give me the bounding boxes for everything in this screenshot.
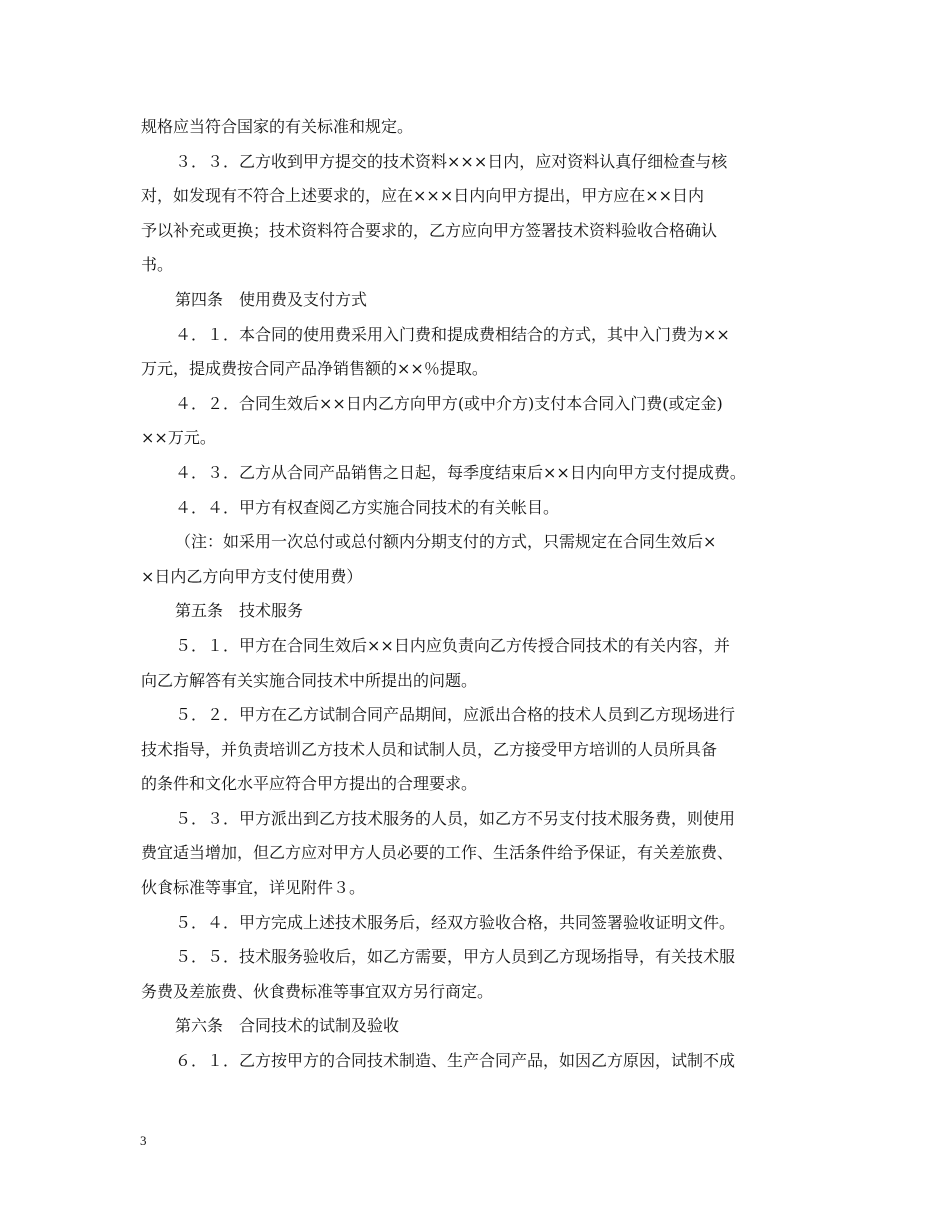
- document-body: [141, 110, 813, 1079]
- text-line: 伙食标准等事宜，详见附件３。: [141, 878, 366, 898]
- text-line: 第四条 使用费及支付方式: [175, 289, 368, 309]
- text-line: 予以补充或更换；技术资料符合要求的，乙方应向甲方签署技术资料验收合格确认: [141, 220, 718, 240]
- text-line: ４．１．本合同的使用费采用入门费和提成费相结合的方式，其中入门费为××: [175, 324, 730, 344]
- text-line: ３．３．乙方收到甲方提交的技术资料×××日内，应对资料认真仔细检查与核: [175, 151, 728, 171]
- text-line: ４．３．乙方从合同产品销售之日起，每季度结束后××日内向甲方支付提成费。: [175, 462, 746, 482]
- page-number: 3: [140, 1133, 147, 1148]
- text-line: ６．１．乙方按甲方的合同技术制造、生产合同产品，如因乙方原因，试制不成: [175, 1051, 736, 1071]
- text-line: 技术指导，并负责培训乙方技术人员和试制人员，乙方接受甲方培训的人员所具备: [141, 739, 718, 759]
- text-line: 向乙方解答有关实施合同技术中所提出的问题。: [141, 670, 478, 690]
- text-line: ５．５．技术服务验收后，如乙方需要，甲方人员到乙方现场指导，有关技术服: [175, 947, 736, 967]
- text-line: ５．４．甲方完成上述技术服务后，经双方验收合格，共同签署验收证明文件。: [175, 912, 736, 932]
- text-line: 第五条 技术服务: [175, 601, 304, 621]
- text-line: 第六条 合同技术的试制及验收: [175, 1016, 400, 1036]
- text-line: ××万元。: [141, 428, 216, 448]
- text-line: ５．２．甲方在乙方试制合同产品期间，应派出合格的技术人员到乙方现场进行: [175, 705, 736, 725]
- text-line: ５．３．甲方派出到乙方技术服务的人员，如乙方不另支付技术服务费，则使用: [175, 808, 736, 828]
- text-line: 费宜适当增加，但乙方应对甲方人员必要的工作、生活条件给予保证，有关差旅费、: [141, 843, 734, 863]
- text-line: 书。: [141, 255, 174, 275]
- text-line: ５．１．甲方在合同生效后××日内应负责向乙方传授合同技术的有关内容，并: [175, 635, 730, 655]
- text-line: 对，如发现有不符合上述要求的，应在×××日内向甲方提出，甲方应在××日内: [141, 186, 705, 206]
- text-line: 万元，提成费按合同产品净销售额的××％提取。: [141, 359, 488, 379]
- text-line: ×日内乙方向甲方支付使用费）: [141, 566, 363, 586]
- text-line: ４．４．甲方有权查阅乙方实施合同技术的有关帐目。: [175, 497, 560, 517]
- text-line: 务费及差旅费、伙食费标准等事宜双方另行商定。: [141, 981, 494, 1001]
- text-line: 规格应当符合国家的有关标准和规定。: [141, 117, 414, 136]
- text-line: ４．２．合同生效后××日内乙方向甲方(或中介方)支付本合同入门费(或定金): [175, 393, 723, 413]
- text-line: （注：如采用一次总付或总付额内分期支付的方式，只需规定在合同生效后×: [175, 532, 717, 552]
- text-line: 的条件和文化水平应符合甲方提出的合理要求。: [141, 774, 478, 794]
